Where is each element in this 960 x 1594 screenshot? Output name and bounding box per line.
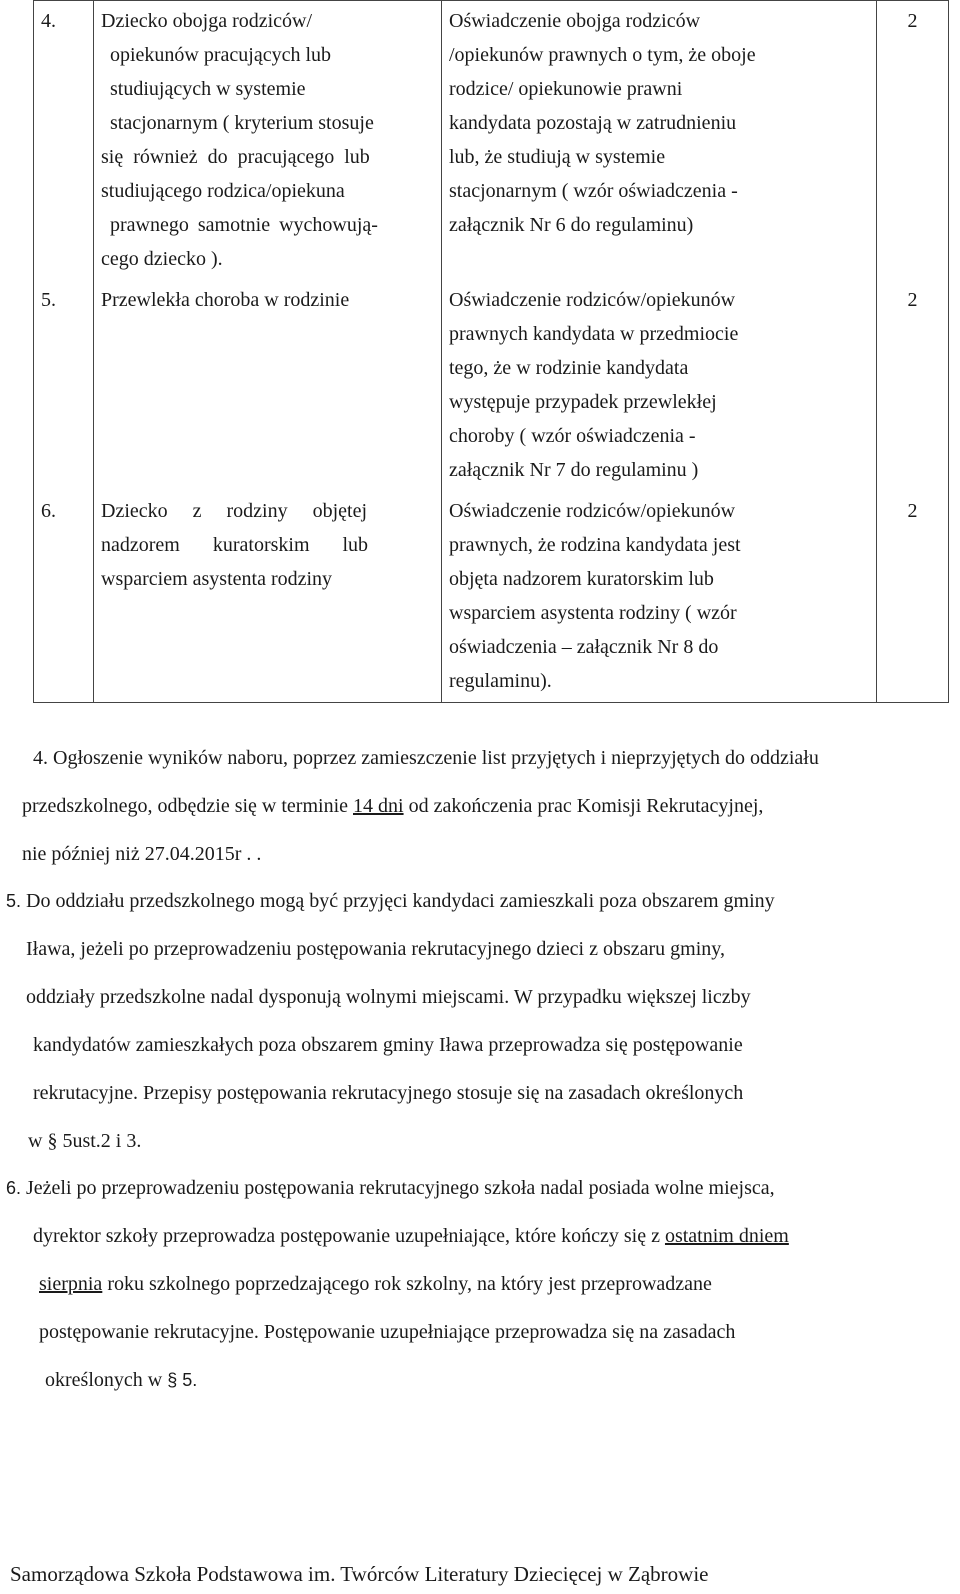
section-number: 4.: [33, 747, 48, 769]
document-line: choroby ( wzór oświadczenia -: [449, 425, 696, 447]
section-6-line: postępowanie rekrutacyjne. Postępowanie uzupełniające przeprowadza się na zasadach: [39, 1321, 736, 1343]
section-5-line: kandydatów zamieszkałych poza obszarem gminy Iława przeprowadza się postępowanie: [33, 1034, 743, 1056]
section-5-line: Iława, jeżeli po przeprowadzeniu postępowania rekrutacyjnego dzieci z obszaru gminy,: [26, 938, 725, 960]
criterion-cell: [94, 491, 442, 703]
section-5-line: w § 5ust.2 i 3.: [28, 1130, 142, 1152]
criterion-cell: [94, 1, 442, 281]
row-number: 5.: [34, 280, 94, 491]
section-5-line: rekrutacyjne. Przepisy postępowania rekrutacyjnego stosuje się na zasadach określonych: [33, 1082, 744, 1104]
document-line: występuje przypadek przewlekłej: [449, 391, 717, 413]
section-6-line: [0, 1164, 960, 1212]
page-footer: Samorządowa Szkoła Podstawowa im. Twórców Literatury Dziecięcej w Ząbrowie: [10, 1562, 709, 1586]
section-6-line: [0, 1260, 960, 1308]
document-line: wsparciem asystenta rodziny ( wzór: [449, 602, 737, 624]
section-text: dyrektor szkoły przeprowadza postępowanie uzupełniające, które kończy się z: [33, 1225, 665, 1247]
criterion-line: studiującego rodzica/opiekuna: [101, 180, 345, 202]
document-line: prawnych kandydata w przedmiocie: [449, 323, 739, 345]
criterion-line: stacjonarnym ( kryterium stosuje: [110, 112, 374, 134]
criterion-line: nadzorem kuratorskim lub: [101, 534, 369, 556]
row-number: 6.: [34, 491, 94, 703]
section-text: Ogłoszenie wyników naboru, poprzez zamieszczenie list przyjętych i nieprzyjętych do oddziału: [53, 747, 819, 769]
criterion-cell: [94, 280, 442, 491]
document-cell: [442, 1, 877, 281]
document-line: Oświadczenie obojga rodziców: [449, 10, 701, 32]
criterion-line: prawnego samotnie wychowują-: [110, 214, 378, 236]
underlined-text: ostatnim dniem: [664, 1225, 789, 1247]
section-5: [0, 877, 960, 1165]
document-line: stacjonarnym ( wzór oświadczenia -: [449, 180, 738, 202]
criterion-line: wsparciem asystenta rodziny: [101, 568, 333, 590]
criterion-line: opiekunów pracujących lub: [110, 44, 332, 66]
section-text: od zakończenia prac Komisji Rekrutacyjnej,: [403, 795, 764, 817]
section-text: nie później niż 27.04.2015r . .: [22, 843, 262, 865]
criterion-line: studiujących w systemie: [110, 78, 306, 100]
section-number: 5.: [6, 891, 22, 911]
criterion-line: Dziecko obojga rodziców/: [101, 10, 313, 32]
criterion-line: cego dziecko ).: [101, 248, 223, 270]
section-6-line: [0, 1356, 960, 1404]
underlined-text: 14 dni: [353, 795, 404, 817]
section-text: § 5.: [167, 1370, 198, 1390]
document-line: tego, że w rodzinie kandydata: [449, 357, 689, 379]
table-row: [34, 491, 949, 703]
section-text: przedszkolnego, odbędzie się w terminie: [22, 795, 353, 817]
section-5-line: [0, 877, 960, 925]
document-line: rodzice/ opiekunowie prawni: [449, 78, 683, 100]
section-text: Jeżeli po przeprowadzeniu postępowania rekrutacyjnego szkoła nadal posiada wolne miejsca,: [26, 1177, 775, 1199]
underlined-text: sierpnia: [39, 1273, 103, 1295]
criterion-line: Dziecko z rodziny objętej: [101, 500, 368, 522]
section-5-line: oddziały przedszkolne nadal dysponują wolnymi miejscami. W przypadku większej liczby: [26, 986, 751, 1008]
document-cell: [442, 280, 877, 491]
document-line: lub, że studiują w systemie: [449, 146, 666, 168]
document-line: Oświadczenie rodziców/opiekunów: [449, 500, 736, 522]
section-4-line: [0, 734, 960, 782]
section-4: [0, 734, 960, 878]
document-line: regulaminu).: [449, 670, 552, 692]
criterion-line: Przewlekła choroba w rodzinie: [101, 289, 350, 311]
points-cell: 2: [877, 491, 949, 703]
document-line: objęta nadzorem kuratorskim lub: [449, 568, 714, 590]
section-text: określonych w: [45, 1369, 168, 1391]
section-4-line: [0, 830, 960, 878]
section-4-line: [0, 782, 960, 830]
document-line: załącznik Nr 7 do regulaminu ): [449, 459, 699, 481]
criterion-line: się również do pracującego lub: [101, 146, 370, 168]
section-text: roku szkolnego poprzedzającego rok szkolny, na który jest przeprowadzane: [102, 1273, 712, 1295]
section-6-line: [0, 1212, 960, 1260]
document-line: Oświadczenie rodziców/opiekunów: [449, 289, 736, 311]
document-line: prawnych, że rodzina kandydata jest: [449, 534, 741, 556]
table-row: [34, 280, 949, 491]
document-line: oświadczenia – załącznik Nr 8 do: [449, 636, 719, 658]
points-cell: 2: [877, 280, 949, 491]
document-line: kandydata pozostają w zatrudnieniu: [449, 112, 737, 134]
section-6: [0, 1164, 960, 1404]
document-line: załącznik Nr 6 do regulaminu): [449, 214, 694, 236]
row-number: 4.: [34, 1, 94, 281]
table-row: [34, 1, 949, 281]
points-cell: 2: [877, 1, 949, 281]
document-cell: [442, 491, 877, 703]
section-text: Do oddziału przedszkolnego mogą być przyjęci kandydaci zamieszkali poza obszarem gminy: [26, 890, 775, 912]
document-line: /opiekunów prawnych o tym, że oboje: [449, 44, 756, 66]
section-number: 6.: [6, 1178, 22, 1198]
criteria-table: [33, 0, 949, 703]
